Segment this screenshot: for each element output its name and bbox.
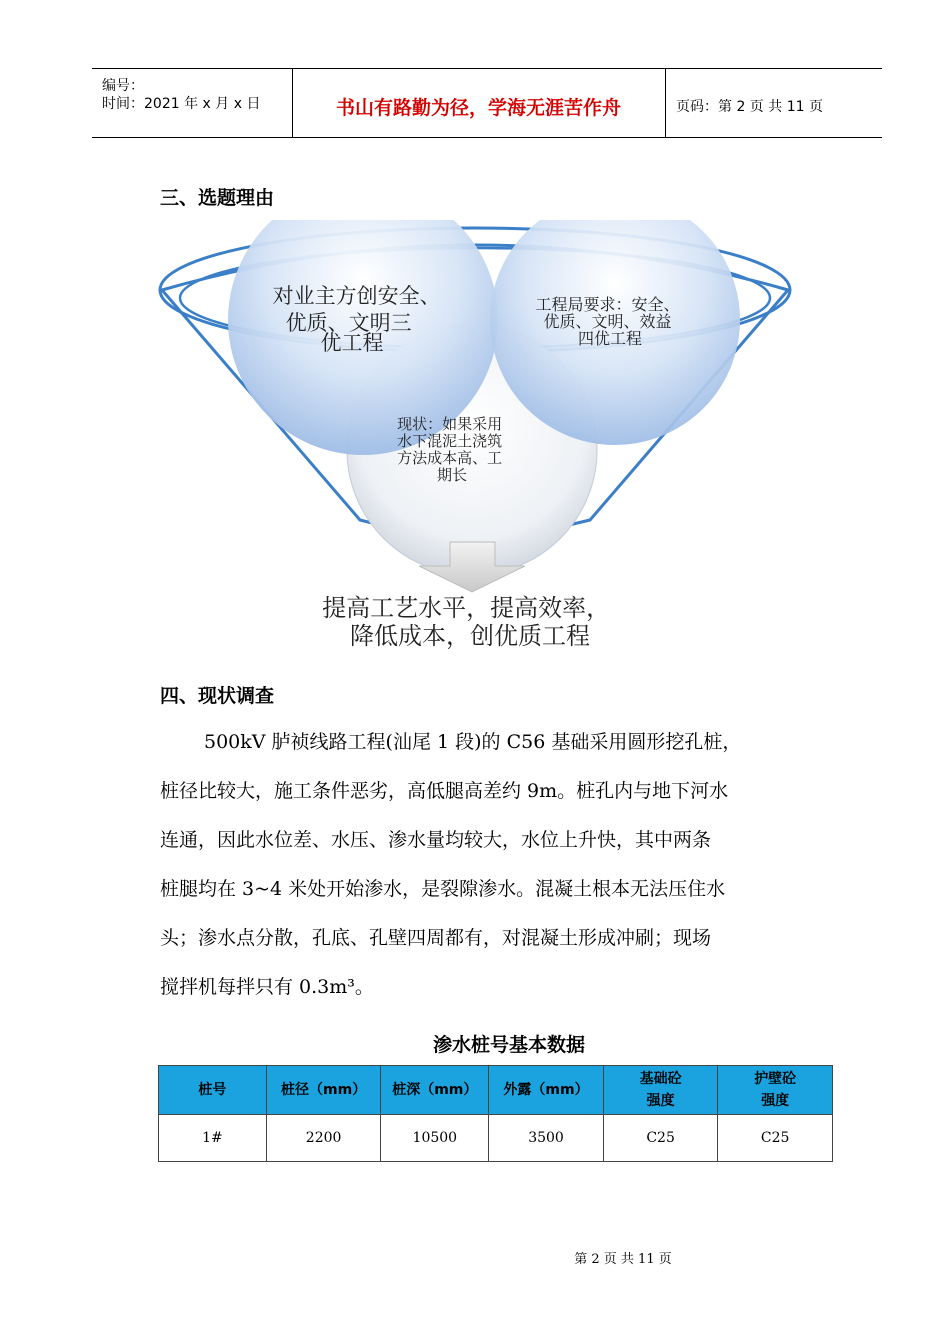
table-header-row [159, 1066, 833, 1115]
paragraph-line: 连通，因此水位差、水压、渗水量均较大，水位上升快，其中两条 [160, 829, 712, 851]
bubble-bottom-line-2: 水下混泥土浇筑 [397, 432, 503, 450]
table-row [159, 1115, 833, 1162]
page-header [92, 68, 882, 138]
header-page-info: 页码：第 2 页 共 11 页 [676, 99, 823, 115]
conclusion-line-1: 提高工艺水平，提高效率， [322, 594, 611, 622]
paragraph-line: 头；渗水点分散，孔底、孔壁四周都有，对混凝土形成冲刷；现场 [160, 927, 712, 949]
bubble-left-line-1: 对业主方创安全、 [272, 284, 441, 308]
section-heading-reason: 三、选题理由 [160, 187, 275, 209]
col-header: 外露（mm） [489, 1066, 604, 1115]
bubble-left-line-2: 优质、文明三 [285, 311, 412, 335]
table-cell: 1# [159, 1115, 267, 1162]
bubble-bottom-line-1: 现状：如果采用 [397, 415, 503, 433]
table-cell: 3500 [489, 1115, 604, 1162]
reason-funnel-diagram [150, 220, 800, 660]
table-title: 渗水桩号基本数据 [432, 1034, 585, 1056]
svg-text:提高工艺水平，提高效率， 降低成本，创优质工程 [322, 594, 618, 650]
header-meta-cell [92, 69, 293, 137]
survey-paragraph [160, 718, 840, 1012]
paragraph-line: 搅拌机每拌只有 0.3m³。 [160, 976, 374, 998]
header-motto: 书山有路勤为径，学海无涯苦作舟 [335, 97, 621, 119]
table-cell: C25 [718, 1115, 833, 1162]
pile-data-table [158, 1065, 833, 1162]
header-page-cell [666, 69, 882, 137]
col-header: 桩径（mm） [266, 1066, 381, 1115]
table-cell: C25 [603, 1115, 718, 1162]
doc-time-label: 时间：2021 年 x 月 x 日 [102, 96, 261, 112]
table-cell: 10500 [381, 1115, 489, 1162]
bubble-right-line-3: 四优工程 [577, 329, 643, 348]
bubble-left-line-3: 优工程 [320, 331, 384, 355]
bubble-right-line-1: 工程局要求：安全、 [535, 295, 680, 314]
paragraph-line: 桩腿均在 3~4 米处开始渗水，是裂隙渗水。混凝土根本无法压住水 [160, 878, 726, 900]
col-header: 桩深（mm） [381, 1066, 489, 1115]
paragraph-line: 500kV 胪祯线路工程(汕尾 1 段)的 C56 基础采用圆形挖孔桩， [204, 731, 742, 753]
section-heading-survey: 四、现状调查 [160, 685, 275, 707]
col-header: 护壁砼 强度 [718, 1066, 833, 1115]
col-header: 桩号 [159, 1066, 267, 1115]
bubble-right-line-2: 优质、文明、效益 [543, 312, 672, 331]
table-cell: 2200 [266, 1115, 381, 1162]
conclusion-line-2: 降低成本，创优质工程 [350, 622, 590, 650]
bubble-bottom-line-3: 方法成本高、工 [397, 449, 503, 467]
col-header: 基础砼 强度 [603, 1066, 718, 1115]
page-footer: 第 2 页 共 11 页 [574, 1252, 672, 1267]
paragraph-line: 桩径比较大，施工条件恶劣，高低腿高差约 9m。桩孔内与地下河水 [160, 780, 729, 802]
header-motto-cell [292, 69, 666, 137]
doc-number-label: 编号： [102, 78, 144, 94]
bubble-bottom-line-4: 期长 [436, 466, 468, 484]
